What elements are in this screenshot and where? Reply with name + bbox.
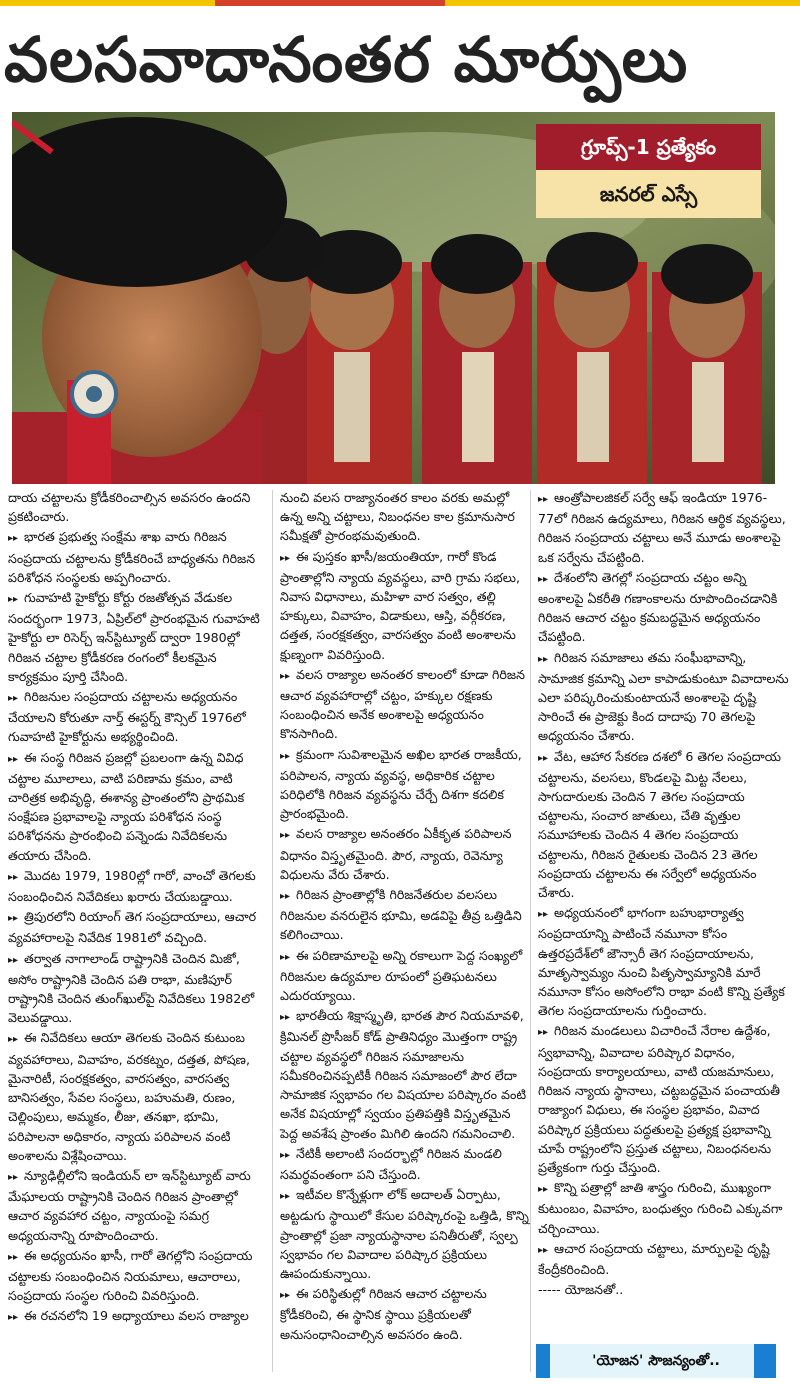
paragraph-text: భారతీయ శిక్షాస్మృతి, భారత పౌర నియమావళి, క్రిమినల్ ప్రొసీజర్ కోడ్ ప్రాతినిధ్యం మొత్తంగా రాష్ట్ర చట్టాల వ్యవస్థలో గిరిజన సమాజాలను సమీకరించినప్పటికీ గిరిజన సమాజంలో పౌర లేదా సామాజిక స్వభావం గల విషయాల పరిష్కారం వంటి అనేక విషయాల్లో స్వయం ప్రతిపత్తికి విస్తృతమైన పెద్ద అవశేష ప్రాంతం మిగిలి ఉందని గమనించాలి.	[280, 1008, 527, 1141]
paragraph-text: క్రమంగా సువిశాలమైన అఖిల భారత రాజకీయ, పరిపాలన, న్యాయ వ్యవస్థ, అధికారిక చట్టాల పరిధిలోకి గిరిజన వ్యవస్థను చేర్చే దిశగా కదలిక ప్రారంభమైంది.	[280, 746, 522, 822]
article-paragraph	[280, 946, 532, 1006]
article-paragraph	[8, 1306, 260, 1327]
paragraph-text: ఈ నివేదికలు ఆయా తెగలకు చెందిన కుటుంబ వ్యవహారాలు, వివాహం, వరకట్నం, దత్తత, పోషణ, మైనారిటీ, సంరక్షకత్వం, వారసత్వం, వారసత్వ బానిసత్వం, సేవల సంస్థలు, బహుమతి, రుణం, చెల్లింపులు, అమ్మకం, లీజు, తనఖా, భూమి, పరిపాలనా అధికారం, న్యాయ పరిపాలన వంటి అంశాలను విశ్లేషించాయి.	[8, 1030, 250, 1163]
bullet-arrow-icon: ▸▸	[538, 1244, 549, 1256]
bullet-arrow-icon: ▸▸	[280, 1149, 291, 1161]
credit-bar-left	[536, 1344, 550, 1378]
paragraph-text: మొదట 1979, 1980ల్లో గారో, వాంచో తెగలకు సంబంధించిన నివేదికలు ఖరారు చేయబడ్డాయి.	[8, 867, 256, 905]
paragraph-text: ఈ పరిణామాలపై అన్ని రకాలుగా పెద్ద సంఖ్యలో గిరిజనుల ఉద్యమాల రూపంలో ప్రతిఘటనలు ఎదురయ్యాయి.	[280, 947, 523, 1004]
paragraph-text: గిరిజన సమాజాలు తమ సంఘీభావాన్ని, సామాజిక క్రమాన్ని ఎలా కాపాడుకుంటూ వివాదాలను ఎలా పరిష్కరించుకుంటాయనే అంశాలపై దృష్టి సారించే ఈ ప్రాజెక్టు కింద దాదాపు 70 తెగలపై అధ్యయనం చేశారు.	[538, 649, 789, 744]
paragraph-text: ఈ పరిస్థితుల్లో గిరిజన ఆచార చట్టాలను క్రోడీకరించి, ఈ స్థానిక స్థాయి ప్రక్రియలతో అనుసంధానించాల్సిన అవసరం ఉంది.	[280, 1286, 487, 1342]
paragraph-text: త్రిపురలోని రియాంగ్ తెగ సంప్రదాయాలు, ఆచార వ్యవహారాలపై నివేదిక 1981లో వచ్చింది.	[8, 909, 257, 946]
article-paragraph	[538, 1280, 790, 1299]
article-paragraph	[280, 824, 532, 884]
bullet-arrow-icon: ▸▸	[8, 594, 19, 606]
article-column-1	[8, 488, 260, 1329]
bullet-arrow-icon: ▸▸	[538, 1184, 549, 1196]
bullet-arrow-icon: ▸▸	[8, 753, 19, 765]
article-paragraph	[280, 885, 532, 945]
article-paragraph	[280, 1284, 532, 1344]
paragraph-text: ఆచార సంప్రదాయ చట్టాలు, మార్పులపై దృష్టి కేంద్రీకరించింది.	[538, 1240, 770, 1277]
paragraph-text: నేటికీ అలాంటి సందర్భాల్లో గిరిజన మండలి సమర్థవంతంగా పని చేస్తుంది.	[280, 1145, 502, 1182]
paragraph-text: ఈ రచనలోని 19 అధ్యాయాలు వలస రాజ్యాల	[24, 1308, 249, 1324]
article-paragraph	[8, 866, 260, 906]
article-paragraph	[8, 907, 260, 947]
article-paragraph	[8, 1246, 260, 1306]
bullet-arrow-icon: ▸▸	[8, 693, 19, 705]
article-paragraph	[538, 747, 790, 903]
paragraph-text: వలస రాజ్యాల అనంతర కాలంలో కూడా గిరిజన ఆచార వ్యవహారాల్లో చట్టం, హక్కుల రక్షణకు సంబంధించిన అనేక అంశాలపై అధ్యయనం కొనసాగింది.	[280, 666, 525, 742]
bullet-arrow-icon: ▸▸	[538, 752, 549, 764]
paragraph-text: నుంచి వలస రాజ్యానంతర కాలం వరకు అమల్లో ఉన్న అన్ని చట్టాలు, నిబంధనల కాల క్రమానుసార సమీక్షతో ప్రారంభమవుతుంది.	[280, 490, 515, 544]
article-column-3	[538, 488, 790, 1300]
bullet-arrow-icon: ▸▸	[280, 670, 291, 682]
article-paragraph	[538, 648, 790, 746]
bullet-arrow-icon: ▸▸	[538, 494, 549, 505]
top-accent-bar	[215, 0, 445, 6]
article-paragraph	[538, 903, 790, 1020]
article-paragraph	[8, 1028, 260, 1164]
bullet-arrow-icon: ▸▸	[280, 830, 291, 842]
credit-text: 'యోజన' సౌజన్యంతో..	[592, 1353, 720, 1369]
article-paragraph	[280, 1185, 532, 1283]
bullet-arrow-icon: ▸▸	[8, 1034, 19, 1046]
bullet-arrow-icon: ▸▸	[8, 871, 19, 883]
article-paragraph	[280, 547, 532, 664]
article-paragraph	[8, 748, 260, 865]
article-paragraph	[280, 1144, 532, 1184]
bullet-arrow-icon: ▸▸	[8, 1251, 19, 1263]
paragraph-text: కొన్ని పత్రాల్లో జాతి శాస్త్రం గురించి, ముఖ్యంగా కుటుంబం, వివాహం, బంధుత్వం గురించి ఎక్కువగా చర్చించాయి.	[538, 1180, 783, 1236]
article-column-2	[280, 488, 532, 1345]
bullet-arrow-icon: ▸▸	[280, 1290, 291, 1302]
article-headline: వలసవాదానంతర మార్పులు	[4, 23, 689, 96]
paragraph-text: అధ్యయనంలో భాగంగా బహుభార్యాత్వ సంప్రదాయాన్ని పాటించే నమూనా కోసం ఉత్తరప్రదేశ్‌లో జౌన్సారీ తెగ సంప్రదాయాలను, మాతృస్వామ్యం నుంచి పితృస్వామ్యానికి మారే నమూనా కోసం అసోంలోని రాభా వంటి కొన్ని ప్రత్యేక తెగల సంప్రదాయాలను గుర్తించారు.	[538, 905, 785, 1019]
article-paragraph	[8, 488, 260, 526]
paragraph-text: గిరిజన ప్రాంతాల్లోకి గిరిజనేతరుల వలసలు గిరిజనుల వనరులైన భూమి, అడవిపై తీవ్ర ఒత్తిడిని కలిగించాయి.	[280, 887, 522, 943]
paragraph-text: గువాహటి హైకోర్టు కోర్టు రజతోత్సవ వేడుకల సందర్భంగా 1973, ఏప్రిల్‌లో ప్రారంభమైన గువాహటి హైకోర్టు లా రిసెర్చ్ ఇన్‌స్టిట్యూట్ ద్వారా 1980ల్లో గిరిజన చట్టాల క్రోడీకరణ రంగంలో కీలకమైన కార్యక్రమం పూర్తి చేసింది.	[8, 590, 260, 684]
article-paragraph	[280, 745, 532, 824]
bullet-arrow-icon: ▸▸	[8, 913, 19, 925]
article-paragraph	[538, 568, 790, 647]
paragraph-text: ----- యోజనతో..	[538, 1282, 624, 1298]
bullet-arrow-icon: ▸▸	[280, 552, 291, 564]
article-paragraph	[280, 665, 532, 744]
section-tag: గ్రూప్స్-1 ప్రత్యేకం	[536, 124, 761, 170]
bullet-arrow-icon: ▸▸	[8, 954, 19, 966]
bullet-arrow-icon: ▸▸	[8, 1171, 19, 1183]
article-paragraph	[8, 949, 260, 1028]
article-paragraph	[538, 1178, 790, 1238]
paragraph-text: వలస రాజ్యాల అనంతరం ఏకీకృత పరిపాలన విధానం విస్తృతమైంది. పౌర, న్యాయ, రెవెన్యూ విధులను వేరు చేశారు.	[280, 826, 512, 882]
paragraph-text: దాయ చట్టాలను క్రోడీకరించాల్సిన అవసరం ఉందని ప్రకటించారు.	[8, 490, 251, 525]
column-divider	[272, 490, 273, 1372]
bullet-arrow-icon: ▸▸	[280, 951, 291, 963]
bullet-arrow-icon: ▸▸	[538, 909, 549, 921]
article-paragraph	[8, 527, 260, 587]
paragraph-text: ఆంత్రోపాలజికల్ సర్వే ఆఫ్ ఇండియా 1976-77లో గిరిజన ఉద్యమాలు, గిరిజన ఆర్థిక వ్యవస్థలు, గిరిజన సంప్రదాయ చట్టాలు అనే మూడు అంశాలపై ఒక సర్వేను చేపట్టింది.	[538, 490, 786, 565]
article-paragraph	[280, 1006, 532, 1142]
article-paragraph	[8, 687, 260, 747]
paragraph-text: ఈ అధ్యయనం ఖాసీ, గారో తెగల్లోని సంప్రదాయ చట్టాలకు సంబంధించిన నియమాలు, ఆచారాలు, సంప్రదాయ సంస్థల గురించి వివరిస్తుంది.	[8, 1247, 253, 1304]
article-paragraph	[538, 1239, 790, 1279]
bullet-arrow-icon: ▸▸	[8, 533, 19, 545]
top-color-bar	[0, 0, 800, 6]
paragraph-text: గిరిజనుల సంప్రదాయ చట్టాలను అధ్యయనం చేయాలని కోరుతూ నార్త్ ఈస్టర్న్ కౌన్సిల్ 1976లో గువాహటి హైకోర్టును అభ్యర్థించింది.	[8, 689, 246, 745]
bullet-arrow-icon: ▸▸	[280, 1191, 291, 1203]
article-paragraph	[538, 1021, 790, 1177]
paragraph-text: వేట, ఆహార సేకరణ దశలో 6 తెగల సంప్రదాయ చట్టాలను, వలసలు, కొండలపై మిట్ట నేలలు, సాగుదారులకు చెందిన 7 తెగల సంప్రదాయ చట్టాలను, సంచార జాతులు, చేతి వృత్తుల సమూహాలకు చెందిన 4 తెగల సంప్రదాయ చట్టాలను, గిరిజన రైతులకు చెందిన 23 తెగల సంప్రదాయ చట్టాలను ఈ సర్వేలో అధ్యయనం చేశారు.	[538, 748, 781, 901]
bullet-arrow-icon: ▸▸	[280, 891, 291, 903]
article-paragraph	[538, 488, 790, 567]
credit-bar-right	[754, 1344, 776, 1378]
paragraph-text: ఈ సంస్థ గిరిజన ప్రజల్లో ప్రబలంగా ఉన్న వివిధ చట్టాల మూలాలు, వాటి పరిణామ క్రమం, వాటి చారిత్రక అభివృద్ధి, ఈశాన్య ప్రాంతంలోని ప్రాథమిక సంక్షేపణ ప్రభావాలపై న్యాయ పరిశోధన సంస్థ పరిశోధనను ప్రారంభించి పన్నెండు నివేదికలను తయారు చేసింది.	[8, 749, 245, 863]
paragraph-text: తర్వాత నాగాలాండ్ రాష్ట్రానికి చెందిన మిజో, అసోం రాష్ట్రానికి చెందిన పతి రాభా, మణిపూర్ రాష్ట్రానికి చెందిన తుంగ్‌ఖుల్‌పై నివేదికలు 1982లో వెలువడ్డాయి.	[8, 950, 255, 1026]
paragraph-text: భారత ప్రభుత్వ సంక్షేమ శాఖ వారు గిరిజన సంప్రదాయ చట్టాలను క్రోడీకరించే బాధ్యతను గిరిజన పరిశోధన సంస్థలకు అప్పగించారు.	[8, 529, 256, 585]
bullet-arrow-icon: ▸▸	[538, 1027, 549, 1039]
bullet-arrow-icon: ▸▸	[538, 573, 549, 585]
article-paragraph	[8, 1166, 260, 1245]
paragraph-text: ఈ పుస్తకం ఖాసీ/జయంతియా, గారో కొండ ప్రాంతాల్లోని న్యాయ వ్యవస్థలు, వారి గ్రామ సభలు, నివాస విధానాలు, మహిళా వార సత్వం, తల్లి హక్కులు, వివాహం, విడాకులు, ఆస్తి, వర్గీకరణ, దత్తత, సంరక్షకత్వం, వారసత్వం వంటి అంశాలను క్షుణ్నంగా వివరిస్తుంది.	[280, 548, 520, 662]
bullet-arrow-icon: ▸▸	[280, 750, 291, 762]
article-paragraph	[8, 588, 260, 686]
paragraph-text: న్యూఢిల్లీలోని ఇండియన్ లా ఇన్‌స్టిట్యూట్ వారు మేఘాలయ రాష్ట్రానికి చెందిన గిరిజన ప్రాంతాల్లో ఆచార వ్యవహార చట్టం, న్యాయంపై సమగ్ర అధ్యయనాన్ని రూపొందించారు.	[8, 1167, 251, 1243]
bullet-arrow-icon: ▸▸	[8, 1312, 19, 1324]
paragraph-text: ఇటీవల కొన్నేళ్లుగా లోక్ అదాలత్ ఏర్పాటు, అట్టడుగు స్థాయిలో కేసుల పరిష్కారంపై ఒత్తిడి, కొన్ని ప్రాంతాల్లో ప్రజా న్యాయస్థానాల పనితీరుతో, స్వల్ప స్వభావం గల వివాదాల పరిష్కార ప్రక్రియలు ఊపందుకున్నాయి.	[280, 1187, 529, 1281]
source-credit	[536, 1344, 776, 1378]
subject-tag: జనరల్ ఎస్సే	[536, 170, 761, 218]
paragraph-text: దేశంలోని తెగల్లో సంప్రదాయ చట్టం అన్ని అంశాలపై ఏకరీతి గణాంకాలను రూపొందించడానికి గిరిజన ఆచార చట్టం క్రమబద్ధమైన అధ్యయనం చేపట్టింది.	[538, 569, 778, 645]
paragraph-text: గిరిజన మండలులు విచారించే నేరాల ఉద్దేశం, స్వభావాన్ని, వివాదాల పరిష్కార విధానం, సంప్రదాయ కార్యాలయాలు, వాటి యజమానులు, గిరిజన న్యాయ స్థానాలు, చట్టబద్ధమైన పంచాయతీ రాజ్యాంగ విధులు, ఈ సంస్థల ప్రభావం, వివాద పరిష్కార ప్రక్రియలు పద్ధతులపై ప్రత్యక్ష ప్రభావాన్ని చూపే రాష్ట్రంలోని ప్రస్తుత చట్టాలు, నిబంధనలను ప్రత్యేకంగా గుర్తు చేస్తుంది.	[538, 1023, 780, 1175]
article-paragraph	[280, 488, 532, 546]
bullet-arrow-icon: ▸▸	[538, 653, 549, 665]
bullet-arrow-icon: ▸▸	[280, 1012, 291, 1024]
